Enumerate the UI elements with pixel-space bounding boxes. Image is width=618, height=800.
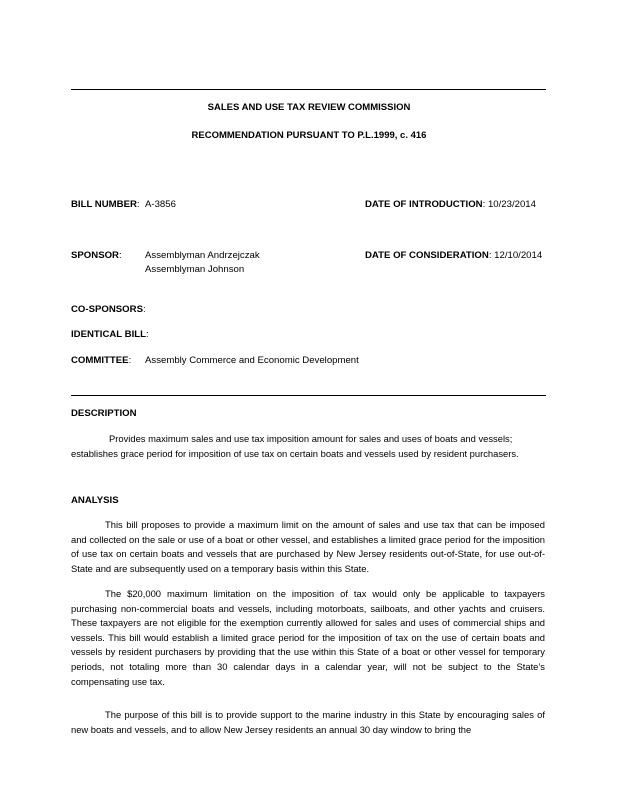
top-rule xyxy=(71,89,546,90)
bill-number-value: A-3856 xyxy=(145,199,176,210)
document-title: SALES AND USE TAX REVIEW COMMISSION xyxy=(207,102,411,113)
section-rule xyxy=(71,395,546,396)
date-consideration-value: 12/10/2014 xyxy=(494,250,543,261)
date-introduction-colon: : xyxy=(482,199,486,210)
cosponsors-row xyxy=(71,304,146,315)
cosponsors-label: CO-SPONSORS xyxy=(71,304,143,315)
committee-label: COMMITTEE xyxy=(71,355,129,366)
bill-number-colon: : xyxy=(136,199,140,210)
analysis-heading: ANALYSIS xyxy=(71,495,119,506)
date-consideration-label: DATE OF CONSIDERATION xyxy=(365,250,489,261)
description-heading: DESCRIPTION xyxy=(71,408,137,419)
sponsor-2: Assemblyman Johnson xyxy=(145,264,245,275)
committee-row xyxy=(71,355,131,366)
bill-number-label: BILL NUMBER xyxy=(71,199,137,210)
analysis-paragraph-1 xyxy=(71,518,545,576)
analysis-p2-text: The $20,000 maximum limitation on the imposition of tax would only be applicable to taxpayers purchasing non-commercial boats and vessels, including motorboats, sailboats, and other yachts and cruisers. These taxpayers are not eligible for the exemption currently allowed for sales and uses of commercial ships and vessels. This bill would establish a limited grace period for the imposition of tax on the use of certain boats and vessels by resident purchasers by providing that the use within this State of a boat or other vessel for temporary periods, not totaling more than 30 calendar days in a calendar year, will not be subject to the State’s compensating use tax. xyxy=(71,588,545,687)
analysis-p3-text: The purpose of this bill is to provide support to the marine industry in this State by encouraging sales of new boats and vessels, and to allow New Jersey residents an annual 30 day window to bring the xyxy=(71,709,545,735)
identical-bill-colon: : xyxy=(145,329,149,340)
analysis-paragraph-2 xyxy=(71,587,545,689)
identical-bill-label: IDENTICAL BILL xyxy=(71,329,146,340)
description-paragraph xyxy=(71,432,541,461)
committee-colon: : xyxy=(128,355,132,366)
sponsor-1: Assemblyman Andrzejczak xyxy=(145,250,260,261)
sponsor-row xyxy=(71,250,122,261)
date-consideration-row xyxy=(365,250,542,261)
sponsor-label: SPONSOR xyxy=(71,250,119,261)
date-introduction-row xyxy=(365,199,536,210)
document-subtitle: RECOMMENDATION PURSUANT TO P.L.1999, c. 416 xyxy=(191,130,427,141)
identical-bill-row xyxy=(71,329,149,340)
cosponsors-colon: : xyxy=(142,304,146,315)
sponsor-colon: : xyxy=(118,250,122,261)
analysis-p1-text: This bill proposes to provide a maximum limit on the amount of sales and use tax that can be imposed and collected on the sale or use of a boat or other vessel, and establishes a limited grace period for the imposition of use tax on certain boats and vessels that are purchased by New Jersey residents out-of-State, for use out-of-State and are subsequently used on a temporary basis within this State. xyxy=(71,519,545,574)
bill-number-row xyxy=(71,199,140,210)
analysis-paragraph-3 xyxy=(71,708,545,737)
date-consideration-colon: : xyxy=(488,250,492,261)
date-introduction-value: 10/23/2014 xyxy=(487,199,536,210)
date-introduction-label: DATE OF INTRODUCTION xyxy=(365,199,483,210)
committee-value: Assembly Commerce and Economic Development xyxy=(145,355,359,366)
description-text: Provides maximum sales and use tax imposition amount for sales and uses of boats and vessels; establishes grace period for imposition of use tax on certain boats and vessels used by resident purchasers. xyxy=(71,433,519,459)
